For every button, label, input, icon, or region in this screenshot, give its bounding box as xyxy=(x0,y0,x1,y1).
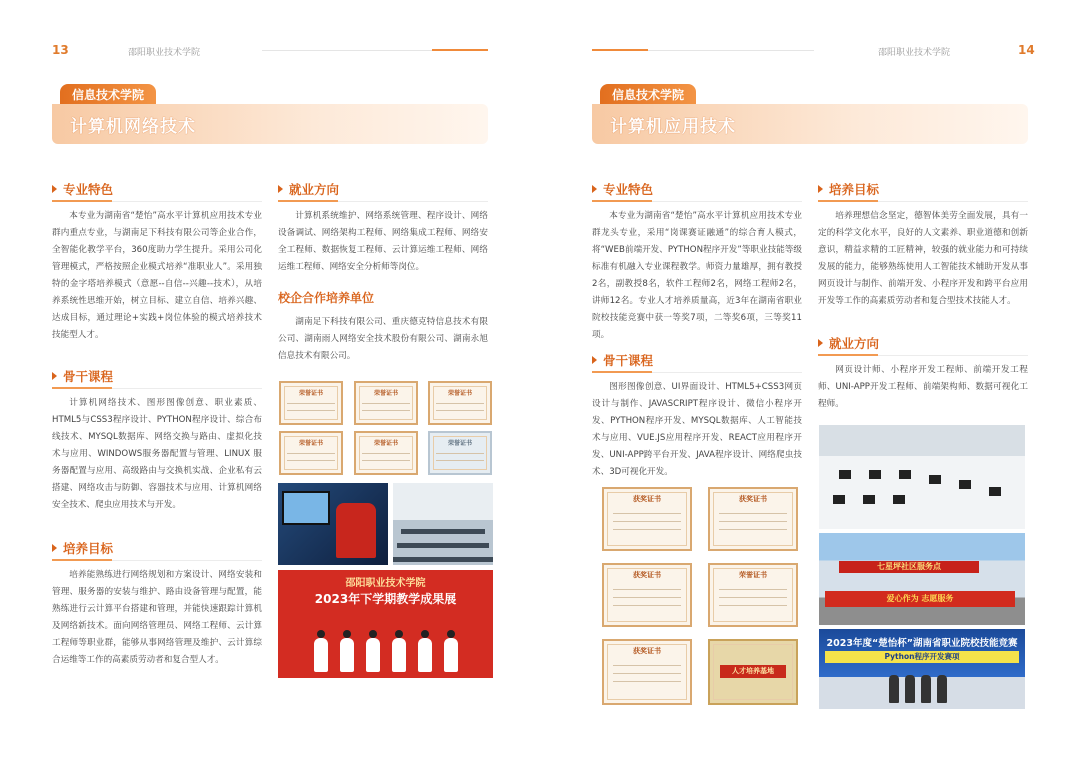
header-accent xyxy=(592,49,648,51)
section-text: 计算机系统维护、网络系统管理、程序设计、网络设备调试、网络架构工程师、网络集成工程师、网络安全工程师、数据恢复工程师、云计算运维工程师、网络运维工程师、网络安全分析师等岗位。 xyxy=(278,211,488,272)
section-heading: 校企合作培养单位 xyxy=(278,291,375,305)
stage-title-event: 2023年下学期教学成果展 xyxy=(314,592,457,606)
section-heading: 就业方向 xyxy=(818,334,1028,352)
section-text: 网页设计师、小程序开发工程师、前端开发工程师、UNI-APP开发工程师、前端架构师、数据可视化工程师。 xyxy=(818,365,1028,409)
teaching-showcase-photo xyxy=(278,570,493,678)
certificate-image: 荣誉证书 xyxy=(279,381,343,425)
section-rule xyxy=(592,201,802,202)
certificate-image: 荣誉证书 xyxy=(279,431,343,475)
certificate-image: 荣誉证书 xyxy=(354,381,418,425)
section-rule xyxy=(818,201,1028,202)
section-heading: 骨干课程 xyxy=(52,367,262,385)
header-accent xyxy=(432,49,488,51)
jobs-section xyxy=(278,180,488,276)
section-rule xyxy=(52,201,262,202)
arrow-icon xyxy=(52,372,57,380)
certificate-image: 荣誉证书 xyxy=(354,431,418,475)
certificate-image: 荣誉证书 xyxy=(428,381,492,425)
goals-section xyxy=(52,539,262,669)
jobs-section xyxy=(818,334,1028,413)
section-text: 培养能熟练进行网络规划和方案设计、网络安装和管理、服务器的安装与维护、路由设备管理与配置，能熟练进行云计算平台搭建和管理，并能快速跟踪计算机及网络新技术。面向网络管理员、网络工程师、云计算工程师等职业群，能够从事网络管理及维护、云计算综合运维等工作的高素质劳动者和复合型人才。 xyxy=(52,570,262,665)
section-text: 培养理想信念坚定，德智体美劳全面发展，具有一定的科学文化水平，良好的人文素养、职业道德和创新意识，精益求精的工匠精神，较强的就业能力和可持续发展的能力，能够熟练使用人工智能技术辅助开发从事网页设计与制作、前端开发、小程序开发和跨平台应用开发等工作的高素质劳动者和复合型技术技能人才。 xyxy=(818,211,1028,306)
certificate-image: 获奖证书 xyxy=(602,563,692,627)
volunteer-banner: 爱心作为 志愿服务 xyxy=(825,591,1015,607)
major-banner xyxy=(52,104,488,144)
computer-lab-photo xyxy=(819,425,1025,529)
certificate-image: 获奖证书 xyxy=(708,487,798,551)
volunteer-service-photo xyxy=(819,533,1025,625)
arrow-icon xyxy=(592,185,597,193)
certificate-image: 荣誉证书 xyxy=(708,563,798,627)
section-heading: 培养目标 xyxy=(818,180,1028,198)
stage-title-school: 邵阳职业技术学院 xyxy=(345,578,426,589)
page-number: 13 xyxy=(52,43,69,57)
features-section xyxy=(52,180,262,344)
major-title: 计算机应用技术 xyxy=(610,117,736,137)
section-heading: 专业特色 xyxy=(592,180,802,198)
arrow-icon xyxy=(52,185,57,193)
certificate-image: 获奖证书 xyxy=(602,639,692,705)
section-heading: 就业方向 xyxy=(278,180,488,198)
section-text: 计算机网络技术、图形图像创意、职业素质、HTML5与CSS3程序设计、PYTHON程序设计、综合布线技术、MYSQL数据库、网络交换与路由、虚拟化技术与应用、WINDOWS服务器配置与管理、LINUX 服务器配置与应用、高级路由与交换机实战、企业私有云搭建、网络攻击与防御、容器技术与应用、计算机网络安全技术、爬虫应用技术与开发。 xyxy=(52,398,262,510)
school-name: 邵阳职业技术学院 xyxy=(878,48,951,58)
partners-section xyxy=(278,289,488,365)
courses-section xyxy=(592,351,802,481)
arrow-icon xyxy=(592,356,597,364)
school-name: 邵阳职业技术学院 xyxy=(128,48,201,58)
certificate-image: 荣誉证书 xyxy=(428,431,492,475)
competition-title: 2023年度“楚怡杯”湖南省职业院校技能竞赛 xyxy=(826,638,1018,649)
major-banner xyxy=(592,104,1028,144)
certificate-image: 获奖证书 xyxy=(602,487,692,551)
section-heading: 专业特色 xyxy=(52,180,262,198)
section-text: 本专业为湖南省“楚怡”高水平计算机应用技术专业群龙头专业，采用“岗课赛证融通”的综合育人模式，将“WEB前端开发、PYTHON程序开发”等职业技能等级标准有机融入专业课程教学。师资力量雄厚，拥有教授2名，副教授8名，软件工程师2名，网络工程师2名，讲师12名。专业人才培养质量高，近3年在湖南省职业院校技能竞赛中获一等奖7项，二等奖6项，三等奖11项。 xyxy=(592,211,802,340)
right-page xyxy=(540,0,1080,763)
section-rule xyxy=(278,201,488,202)
college-tag: 信息技术学院 xyxy=(600,84,696,106)
section-heading: 培养目标 xyxy=(52,539,262,557)
major-title: 计算机网络技术 xyxy=(70,117,196,137)
arrow-icon xyxy=(818,339,823,347)
college-tag: 信息技术学院 xyxy=(60,84,156,106)
arrow-icon xyxy=(52,544,57,552)
competition-photo xyxy=(819,629,1025,709)
section-heading: 骨干课程 xyxy=(592,351,802,369)
courses-section xyxy=(52,367,262,514)
page-number: 14 xyxy=(1018,43,1035,57)
arrow-icon xyxy=(818,185,823,193)
section-rule xyxy=(592,372,802,373)
base-plaque-image: 人才培养基地 xyxy=(708,639,798,705)
features-section xyxy=(592,180,802,344)
community-sign: 七星坪社区服务点 xyxy=(839,561,979,573)
section-rule xyxy=(52,388,262,389)
section-text: 湖南足下科技有限公司、重庆德克特信息技术有限公司、湖南雨人网络安全技术股份有限公司、湖南永旭信息技术有限公司。 xyxy=(278,317,488,361)
computer-lab-photo xyxy=(393,483,493,565)
section-text: 图形图像创意、UI界面设计、HTML5+CSS3网页设计与制作、JAVASCRIPT程序设计、微信小程序开发、PYTHON程序开发、MYSQL数据库、人工智能技术与应用、VUE.JS应用程序开发、REACT应用程序开发、UNI-APP跨平台开发、JAVA程序设计、网络爬虫技术、3D可视化开发。 xyxy=(592,382,802,477)
section-rule xyxy=(52,560,262,561)
racing-simulator-photo xyxy=(278,483,388,565)
competition-subtitle: Python程序开发赛项 xyxy=(825,651,1019,663)
goals-section xyxy=(818,180,1028,310)
section-text: 本专业为湖南省“楚怡”高水平计算机应用技术专业群内重点专业，与湖南足下科技有限公司等企业合作，全智能化教学平台，360度助力学生提升。采用公司化管理模式，严格按照企业模式培养“准职业人”。采用独特的金字塔培养模式（意愿--自信--兴趣--技术），从培养系统性思维开始，树立目标、建立自信、培养兴趣、达成目标，通过理论+实践+岗位体验的模式培养技术技能型人才。 xyxy=(52,211,262,340)
section-rule xyxy=(818,355,1028,356)
arrow-icon xyxy=(278,185,283,193)
